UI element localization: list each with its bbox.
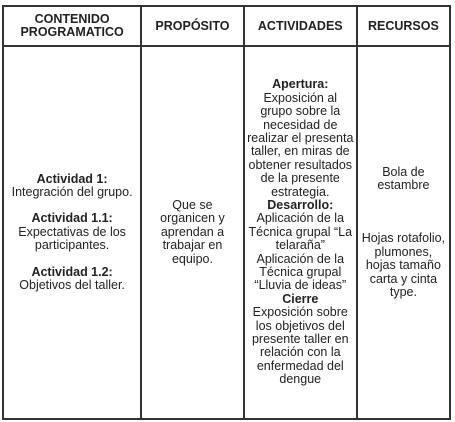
content-row xyxy=(3,46,450,419)
contenido-cell xyxy=(3,46,141,419)
desarrollo-title: Desarrollo: xyxy=(267,197,334,212)
header-contenido: CONTENIDO PROGRAMATICO xyxy=(3,6,141,46)
header-proposito: PROPÓSITO xyxy=(141,6,244,46)
header-recursos: RECURSOS xyxy=(357,6,450,46)
actividades-cell xyxy=(244,46,357,419)
spacer xyxy=(6,253,138,266)
activity-1-1-label: Actividad 1.1: xyxy=(31,211,113,226)
cierre-title: Cierre xyxy=(282,291,319,306)
proposito-cell xyxy=(141,46,244,419)
apertura-title: Apertura: xyxy=(272,77,329,92)
activity-1-label: Actividad 1: xyxy=(36,171,108,186)
activity-1-2-label: Actividad 1.2: xyxy=(31,264,113,279)
spacer xyxy=(360,192,447,232)
activity-1-1-text: Expectativas de los participantes. xyxy=(18,224,126,253)
recurso-1: Bola de estambre xyxy=(377,164,430,192)
recursos-cell xyxy=(357,46,450,419)
program-table xyxy=(2,5,451,420)
activity-1-2-text: Objetivos del taller. xyxy=(19,278,125,293)
apertura-text: Exposición al grupo sobre la necesidad de realizar el presenta taller, en miras de obtener resultados de la presente estrategia. xyxy=(247,90,354,199)
recurso-2: Hojas rotafolio, plumones, hojas tamaño carta y cinta type. xyxy=(361,231,446,300)
desarrollo-text-1: Aplicación de la Técnica grupal “La telaraña” xyxy=(248,211,353,253)
activity-1-text: Integración del grupo. xyxy=(11,184,133,199)
header-row xyxy=(3,6,450,46)
proposito-text: Que se organicen y aprendan a trabajar en equipo. xyxy=(160,197,225,266)
cierre-text: Exposición sobre los objetivos del presente taller en relación con la enfermedad del dengue xyxy=(251,305,349,387)
header-actividades: ACTIVIDADES xyxy=(244,6,357,46)
desarrollo-text-2: Aplicación de la Técnica grupal “Lluvia de ideas” xyxy=(254,251,347,293)
